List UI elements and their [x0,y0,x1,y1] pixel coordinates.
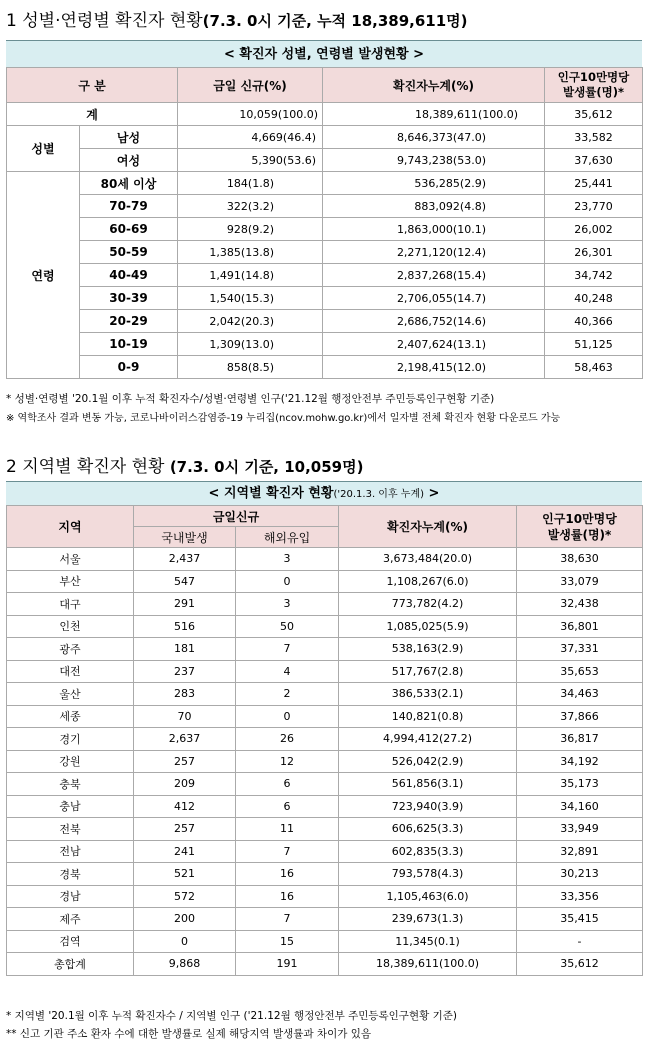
sex-rate: 33,582 [545,126,643,149]
region-row [7,705,643,728]
region-region: 경북 [7,863,134,886]
section2-heading [6,452,363,477]
section1-heading [6,6,468,31]
region-region: 대구 [7,593,134,616]
region-region: 인천 [7,615,134,638]
region-cum: 517,767(2.8) [339,660,517,683]
age-group-label: 연령 [7,172,80,379]
header-imported: 해외유입 [236,527,339,548]
header-rate: 인구10만명당 발생률(명)* [545,68,643,103]
region-cum: 602,835(3.3) [339,840,517,863]
table2-note-1: * 지역별 '20.1월 이후 누적 확진자수 / 지역별 인구 ('21.12월 행정안전부 주민등록인구현황 기준) [6,1010,457,1022]
region-rate: 36,817 [517,728,643,751]
table2-title-sub: ('20.1.3. 이후 누계) [333,489,425,500]
region-imported: 3 [236,548,339,571]
region-imported: 0 [236,570,339,593]
sex-row [7,149,643,172]
region-rate: 32,891 [517,840,643,863]
region-rate: 33,356 [517,885,643,908]
age-rate: 40,366 [545,310,643,333]
header-domestic: 국내발생 [134,527,236,548]
region-region: 총합계 [7,953,134,976]
region-domestic: 412 [134,795,236,818]
section1-heading-basis: (7.3. 0시 기준, 누적 18,389,611명) [202,12,468,30]
region-imported: 6 [236,795,339,818]
age-rate: 34,742 [545,264,643,287]
region-cum: 386,533(2.1) [339,683,517,706]
region-row [7,908,643,931]
header-cumulative: 확진자누계(%) [323,68,545,103]
region-domestic: 2,637 [134,728,236,751]
age-row [7,172,643,195]
section1-number: 1 [6,11,17,31]
region-row [7,615,643,638]
region-cum: 3,673,484(20.0) [339,548,517,571]
header-new: 금일 신규(%) [178,68,323,103]
age-new: 1,491(14.8) [178,264,323,287]
total-label: 계 [7,103,178,126]
age-rate: 51,125 [545,333,643,356]
region-row [7,660,643,683]
region-region: 전남 [7,840,134,863]
region-cum: 4,994,412(27.2) [339,728,517,751]
region-row [7,773,643,796]
age-row [7,195,643,218]
age-cum: 2,271,120(12.4) [323,241,545,264]
region-cum: 140,821(0.8) [339,705,517,728]
region-rate: - [517,930,643,953]
region-rate: 32,438 [517,593,643,616]
region-cum: 526,042(2.9) [339,750,517,773]
age-label: 70-79 [80,195,178,218]
region-domestic: 521 [134,863,236,886]
region-rate: 30,213 [517,863,643,886]
region-domestic: 291 [134,593,236,616]
table1-note-1: * 성별·연령별 '20.1월 이후 누적 확진자수/성별·연령별 인구('21.12월 행정안전부 주민등록인구현황 기준) [6,393,495,405]
age-rate: 58,463 [545,356,643,379]
region-imported: 3 [236,593,339,616]
header-category: 구 분 [7,68,178,103]
region-region: 세종 [7,705,134,728]
age-cum: 2,198,415(12.0) [323,356,545,379]
sex-new: 4,669(46.4) [178,126,323,149]
region-rate: 35,173 [517,773,643,796]
total-rate: 35,612 [545,103,643,126]
sex-age-table [6,67,643,379]
region-imported: 15 [236,930,339,953]
age-row [7,310,643,333]
region-cum: 538,163(2.9) [339,638,517,661]
age-rate: 25,441 [545,172,643,195]
region-rate: 37,866 [517,705,643,728]
region-imported: 26 [236,728,339,751]
age-new: 1,309(13.0) [178,333,323,356]
age-label: 0-9 [80,356,178,379]
region-table [6,505,643,976]
age-cum: 2,706,055(14.7) [323,287,545,310]
region-rate: 34,160 [517,795,643,818]
age-row [7,264,643,287]
age-label: 20-29 [80,310,178,333]
total-cum: 18,389,611(100.0) [323,103,545,126]
region-region: 제주 [7,908,134,931]
region-row [7,795,643,818]
region-cum: 18,389,611(100.0) [339,953,517,976]
region-domestic: 241 [134,840,236,863]
region-rate: 35,653 [517,660,643,683]
region-rate: 34,192 [517,750,643,773]
age-label: 40-49 [80,264,178,287]
region-row [7,750,643,773]
region-imported: 16 [236,885,339,908]
table1-title: < 확진자 성별, 연령별 발생현황 > [6,40,642,67]
sex-rate: 37,630 [545,149,643,172]
region-domestic: 237 [134,660,236,683]
age-cum: 2,407,624(13.1) [323,333,545,356]
region-region: 전북 [7,818,134,841]
region-cum: 239,673(1.3) [339,908,517,931]
region-region: 충북 [7,773,134,796]
region-imported: 50 [236,615,339,638]
region-region: 경남 [7,885,134,908]
age-label: 80세 이상 [80,172,178,195]
age-row [7,241,643,264]
region-cum: 561,856(3.1) [339,773,517,796]
section2-heading-text: 지역별 확진자 현황 [22,457,165,477]
age-rate: 40,248 [545,287,643,310]
age-cum: 1,863,000(10.1) [323,218,545,241]
age-new: 2,042(20.3) [178,310,323,333]
region-domestic: 257 [134,818,236,841]
age-label: 10-19 [80,333,178,356]
region-imported: 2 [236,683,339,706]
region-region: 부산 [7,570,134,593]
region-domestic: 9,868 [134,953,236,976]
sex-row [7,126,643,149]
age-row [7,356,643,379]
region-imported: 6 [236,773,339,796]
age-cum: 883,092(4.8) [323,195,545,218]
age-new: 184(1.8) [178,172,323,195]
sex-label: 남성 [80,126,178,149]
region-cum: 1,085,025(5.9) [339,615,517,638]
region-row [7,548,643,571]
region-imported: 7 [236,840,339,863]
age-label: 60-69 [80,218,178,241]
age-label: 30-39 [80,287,178,310]
header-region-rate: 인구10만명당 발생률(명)* [517,506,643,548]
region-imported: 16 [236,863,339,886]
region-imported: 12 [236,750,339,773]
region-domestic: 181 [134,638,236,661]
region-rate: 36,801 [517,615,643,638]
region-cum: 773,782(4.2) [339,593,517,616]
header-new-today: 금일신규 [134,506,339,527]
age-row [7,333,643,356]
region-imported: 11 [236,818,339,841]
region-rate: 33,949 [517,818,643,841]
table1-note-2: ※ 역학조사 결과 변동 가능, 코로나바이러스감염증-19 누리집(ncov.mohw.go.kr)에서 일자별 전체 확진자 현황 다운로드 가능 [6,413,561,424]
region-domestic: 209 [134,773,236,796]
region-row [7,728,643,751]
total-new: 10,059(100.0) [178,103,323,126]
region-region: 충남 [7,795,134,818]
region-row [7,638,643,661]
region-row [7,930,643,953]
region-region: 경기 [7,728,134,751]
region-region: 서울 [7,548,134,571]
table2-note-2: ** 신고 기관 주소 환자 수에 대한 발생률로 실제 해당지역 발생률과 차이가 있음 [6,1028,371,1040]
region-region: 검역 [7,930,134,953]
table2-title-main: < 지역별 확진자 현황 [208,486,334,501]
header-region: 지역 [7,506,134,548]
region-domestic: 0 [134,930,236,953]
section2-heading-basis: (7.3. 0시 기준, 10,059명) [169,458,364,476]
age-rate: 23,770 [545,195,643,218]
region-cum: 606,625(3.3) [339,818,517,841]
region-rate: 33,079 [517,570,643,593]
region-region: 광주 [7,638,134,661]
sex-new: 5,390(53.6) [178,149,323,172]
region-region: 대전 [7,660,134,683]
age-rate: 26,002 [545,218,643,241]
region-region: 울산 [7,683,134,706]
age-new: 1,540(15.3) [178,287,323,310]
age-new: 322(3.2) [178,195,323,218]
sex-cum: 8,646,373(47.0) [323,126,545,149]
section1-heading-text: 성별·연령별 확진자 현황 [22,11,203,31]
region-imported: 4 [236,660,339,683]
region-domestic: 70 [134,705,236,728]
region-rate: 37,331 [517,638,643,661]
region-rate: 35,612 [517,953,643,976]
region-row [7,863,643,886]
region-domestic: 257 [134,750,236,773]
sex-group-label: 성별 [7,126,80,172]
sex-cum: 9,743,238(53.0) [323,149,545,172]
age-label: 50-59 [80,241,178,264]
table2-title [6,481,642,505]
age-cum: 2,837,268(15.4) [323,264,545,287]
region-domestic: 572 [134,885,236,908]
age-cum: 536,285(2.9) [323,172,545,195]
region-row [7,885,643,908]
age-row [7,287,643,310]
region-domestic: 547 [134,570,236,593]
region-cum: 1,108,267(6.0) [339,570,517,593]
age-cum: 2,686,752(14.6) [323,310,545,333]
region-cum: 11,345(0.1) [339,930,517,953]
region-row [7,570,643,593]
region-domestic: 283 [134,683,236,706]
age-rate: 26,301 [545,241,643,264]
region-rate: 38,630 [517,548,643,571]
region-domestic: 516 [134,615,236,638]
age-new: 1,385(13.8) [178,241,323,264]
region-row [7,840,643,863]
region-cum: 1,105,463(6.0) [339,885,517,908]
region-imported: 7 [236,638,339,661]
age-new: 858(8.5) [178,356,323,379]
region-rate: 35,415 [517,908,643,931]
region-row [7,593,643,616]
section2-number: 2 [6,457,17,477]
age-new: 928(9.2) [178,218,323,241]
age-row [7,218,643,241]
region-imported: 191 [236,953,339,976]
region-imported: 7 [236,908,339,931]
region-domestic: 2,437 [134,548,236,571]
region-domestic: 200 [134,908,236,931]
region-row [7,683,643,706]
table2-title-end: > [424,486,440,501]
region-imported: 0 [236,705,339,728]
region-cum: 723,940(3.9) [339,795,517,818]
total-row [7,103,643,126]
region-row [7,818,643,841]
sex-label: 여성 [80,149,178,172]
region-cum: 793,578(4.3) [339,863,517,886]
region-region: 강원 [7,750,134,773]
region-rate: 34,463 [517,683,643,706]
header-region-cumulative: 확진자누계(%) [339,506,517,548]
region-row [7,953,643,976]
